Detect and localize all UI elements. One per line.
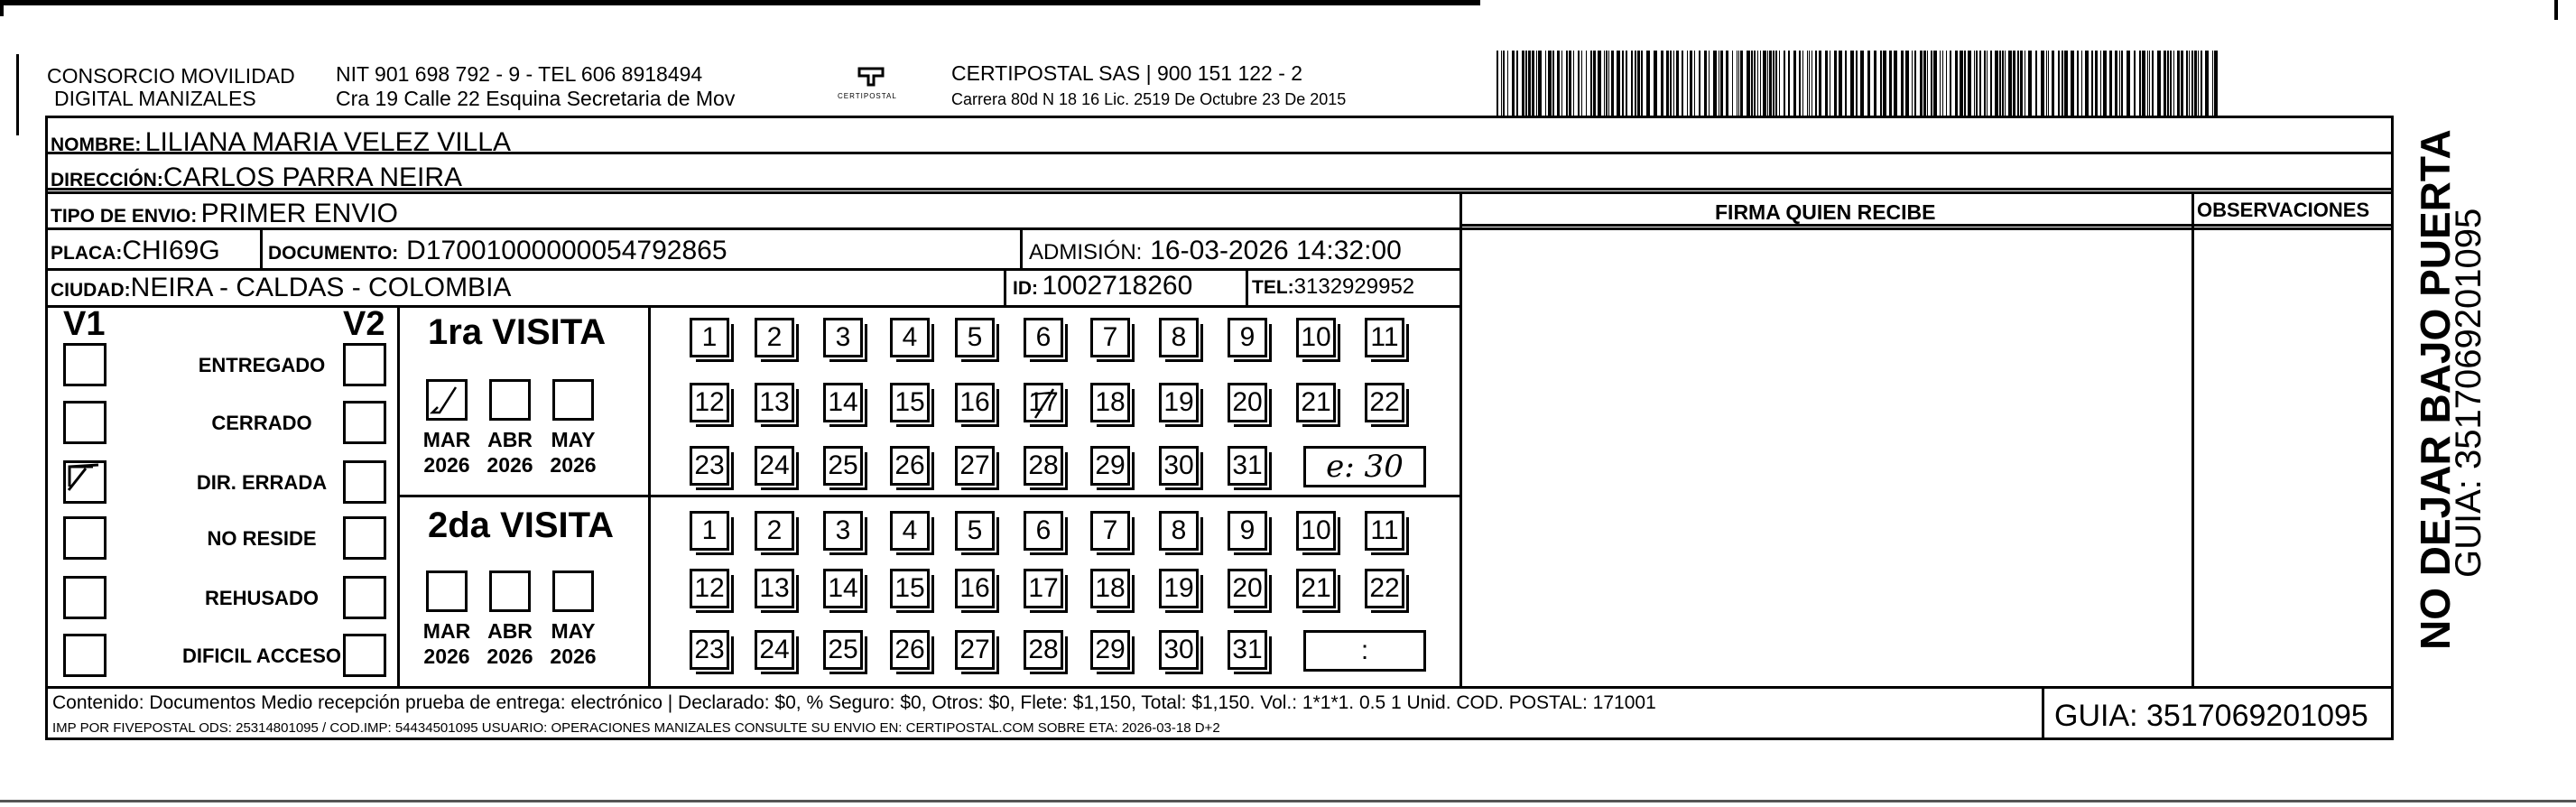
- second-visit-year-label: 2026: [550, 645, 597, 668]
- second-visit-day-26[interactable]: 26: [890, 630, 930, 670]
- first-visit-year-label: 2026: [423, 453, 470, 477]
- first-visit-year-label: 2026: [550, 453, 597, 477]
- top-edge-line: [0, 0, 1480, 5]
- first-visit-day-29[interactable]: 29: [1090, 446, 1130, 486]
- v2-checkbox[interactable]: [343, 576, 386, 619]
- guide-box: GUIA: 3517069201095: [2054, 699, 2368, 733]
- second-visit-day-1[interactable]: 1: [690, 511, 729, 551]
- first-visit-day-10[interactable]: 10: [1296, 318, 1336, 357]
- sender-nit: NIT 901 698 792 - 9 - TEL 606 8918494: [336, 62, 703, 86]
- first-visit-day-2[interactable]: 2: [755, 318, 794, 357]
- second-visit-day-15[interactable]: 15: [890, 569, 930, 608]
- first-visit-day-30[interactable]: 30: [1159, 446, 1199, 486]
- second-visit-day-18[interactable]: 18: [1090, 569, 1130, 608]
- first-visit-day-21[interactable]: 21: [1296, 383, 1336, 422]
- second-visit-month-checkbox[interactable]: [552, 570, 594, 612]
- document-label: DOCUMENTO:: [268, 243, 399, 264]
- second-visit-title: 2da VISITA: [428, 506, 614, 545]
- first-visit-day-28[interactable]: 28: [1024, 446, 1063, 486]
- v1-checkbox[interactable]: [63, 576, 107, 619]
- second-visit-day-11[interactable]: 11: [1365, 511, 1404, 551]
- first-visit-day-16[interactable]: 16: [955, 383, 995, 422]
- first-visit-day-26[interactable]: 26: [890, 446, 930, 486]
- second-visit-day-4[interactable]: 4: [890, 511, 930, 551]
- v1-checkbox[interactable]: [63, 516, 107, 560]
- city-label: CIUDAD:: [51, 280, 131, 301]
- id-label: ID:: [1013, 278, 1038, 299]
- first-visit-day-6[interactable]: 6: [1024, 318, 1063, 357]
- v1-checkbox[interactable]: [63, 634, 107, 677]
- second-visit-day-7[interactable]: 7: [1090, 511, 1130, 551]
- tel-value: 3132929952: [1293, 274, 1415, 299]
- status-label: CERRADO: [211, 412, 312, 434]
- column-divider: [260, 229, 263, 269]
- first-visit-day-7[interactable]: 7: [1090, 318, 1130, 357]
- status-label: DIFICIL ACCESO: [181, 645, 341, 667]
- first-visit-month-label: ABR: [487, 428, 533, 451]
- first-visit-day-3[interactable]: 3: [823, 318, 863, 357]
- second-visit-month-label: MAR: [422, 619, 471, 643]
- v2-checkbox[interactable]: [343, 460, 386, 504]
- second-visit-day-14[interactable]: 14: [823, 569, 863, 608]
- side-guide: GUIA: 3517069201095: [2449, 208, 2488, 578]
- status-label: NO RESIDE: [207, 527, 317, 550]
- first-visit-day-25[interactable]: 25: [823, 446, 863, 486]
- second-visit-time-box[interactable]: [1303, 630, 1426, 672]
- second-visit-day-23[interactable]: 23: [690, 630, 729, 670]
- first-visit-day-22[interactable]: 22: [1365, 383, 1404, 422]
- second-visit-day-16[interactable]: 16: [955, 569, 995, 608]
- first-visit-year-label: 2026: [486, 453, 533, 477]
- first-visit-day-19[interactable]: 19: [1159, 383, 1199, 422]
- column-divider: [1459, 191, 1462, 688]
- second-visit-day-31[interactable]: 31: [1228, 630, 1267, 670]
- first-visit-day-31[interactable]: 31: [1228, 446, 1267, 486]
- v2-checkbox[interactable]: [343, 343, 386, 386]
- first-visit-time-value: e: 30: [1326, 449, 1404, 485]
- sender-name-2: DIGITAL MANIZALES: [54, 87, 256, 110]
- second-visit-day-5[interactable]: 5: [955, 511, 995, 551]
- first-visit-day-9[interactable]: 9: [1228, 318, 1267, 357]
- v1-checkbox[interactable]: [63, 343, 107, 386]
- carrier-address: Carrera 80d N 18 16 Lic. 2519 De Octubre 23 De 2015: [951, 90, 1347, 108]
- second-visit-day-8[interactable]: 8: [1159, 511, 1199, 551]
- first-visit-day-14[interactable]: 14: [823, 383, 863, 422]
- v1-checkbox[interactable]: [63, 401, 107, 444]
- city-value: NEIRA - CALDAS - COLOMBIA: [130, 273, 512, 302]
- first-visit-day-4[interactable]: 4: [890, 318, 930, 357]
- plate-value: CHI69G: [122, 236, 220, 265]
- top-edge-tick: [0, 0, 4, 16]
- first-visit-day-20[interactable]: 20: [1228, 383, 1267, 422]
- document-value: D17001000000054792865: [406, 236, 727, 265]
- v2-checkbox[interactable]: [343, 634, 386, 677]
- second-visit-day-20[interactable]: 20: [1228, 569, 1267, 608]
- first-visit-day-5[interactable]: 5: [955, 318, 995, 357]
- first-visit-day-12[interactable]: 12: [690, 383, 729, 422]
- second-visit-month-label: ABR: [487, 619, 533, 643]
- v1-checkbox[interactable]: [63, 460, 107, 504]
- sender-address: Cra 19 Calle 22 Esquina Secretaria de Mov: [336, 87, 736, 110]
- logo-caption: CERTIPOSTAL: [838, 92, 897, 100]
- second-visit-day-25[interactable]: 25: [823, 630, 863, 670]
- column-divider: [2191, 191, 2194, 688]
- second-visit-time-value: :: [1360, 635, 1369, 665]
- left-edge-mark: [16, 54, 19, 135]
- name-label: NOMBRE:: [51, 134, 142, 155]
- first-visit-day-15[interactable]: 15: [890, 383, 930, 422]
- second-visit-day-12[interactable]: 12: [690, 569, 729, 608]
- second-visit-month-checkbox[interactable]: [489, 570, 531, 612]
- handwritten-mark-icon: [1026, 385, 1062, 422]
- first-visit-month-checkbox[interactable]: [552, 379, 594, 421]
- second-visit-day-30[interactable]: 30: [1159, 630, 1199, 670]
- second-visit-day-10[interactable]: 10: [1296, 511, 1336, 551]
- second-visit-day-3[interactable]: 3: [823, 511, 863, 551]
- status-label: DIR. ERRADA: [196, 471, 328, 494]
- admission-value: 16-03-2026 14:32:00: [1150, 236, 1402, 265]
- first-visit-day-17[interactable]: 17: [1024, 383, 1063, 422]
- second-visit-day-19[interactable]: 19: [1159, 569, 1199, 608]
- second-visit-day-29[interactable]: 29: [1090, 630, 1130, 670]
- second-visit-year-label: 2026: [486, 645, 533, 668]
- address-label: DIRECCIÓN:: [51, 170, 163, 190]
- second-visit-day-13[interactable]: 13: [755, 569, 794, 608]
- column-divider: [2042, 688, 2044, 740]
- v2-checkbox[interactable]: [343, 401, 386, 444]
- row-divider: [1459, 224, 2394, 227]
- second-visit-day-17[interactable]: 17: [1024, 569, 1063, 608]
- column-divider: [1004, 270, 1006, 306]
- second-visit-day-24[interactable]: 24: [755, 630, 794, 670]
- handwritten-mark-icon: [429, 382, 467, 420]
- signature-header: FIRMA QUIEN RECIBE: [1715, 200, 1936, 224]
- first-visit-day-24[interactable]: 24: [755, 446, 794, 486]
- name-value: LILIANA MARIA VELEZ VILLA: [144, 127, 511, 157]
- column-divider: [1246, 270, 1248, 306]
- carrier-name: CERTIPOSTAL SAS | 900 151 122 - 2: [951, 61, 1303, 85]
- first-visit-day-23[interactable]: 23: [690, 446, 729, 486]
- v2-checkbox[interactable]: [343, 516, 386, 560]
- second-visit-day-22[interactable]: 22: [1365, 569, 1404, 608]
- v1-label: V1: [63, 305, 106, 343]
- address-value: CARLOS PARRA NEIRA: [162, 162, 463, 192]
- second-visit-day-27[interactable]: 27: [955, 630, 995, 670]
- first-visit-month-checkbox[interactable]: [489, 379, 531, 421]
- second-visit-year-label: 2026: [423, 645, 470, 668]
- second-visit-day-28[interactable]: 28: [1024, 630, 1063, 670]
- first-visit-title: 1ra VISITA: [428, 312, 607, 352]
- pin-icon: [856, 65, 886, 88]
- row-divider: [397, 495, 1460, 497]
- second-visit-day-9[interactable]: 9: [1228, 511, 1267, 551]
- bottom-edge-line: [0, 800, 2576, 802]
- second-visit-month-label: MAY: [551, 619, 596, 643]
- side-warning: NO DEJAR BAJO PUERTA: [2412, 129, 2459, 650]
- top-edge-tick-right: [2554, 0, 2558, 20]
- status-label: REHUSADO: [205, 587, 319, 609]
- admission-label: ADMISIÓN:: [1029, 240, 1143, 264]
- tel-label: TEL:: [1252, 277, 1294, 298]
- first-visit-day-8[interactable]: 8: [1159, 318, 1199, 357]
- id-value: 1002718260: [1042, 271, 1193, 301]
- first-visit-day-13[interactable]: 13: [755, 383, 794, 422]
- barcode: [1496, 51, 2219, 116]
- check-mark-icon: [66, 463, 106, 503]
- status-label: ENTREGADO: [198, 354, 326, 376]
- ship-type-label: TIPO DE ENVIO:: [51, 206, 198, 227]
- second-visit-day-21[interactable]: 21: [1296, 569, 1336, 608]
- first-visit-day-11[interactable]: 11: [1365, 318, 1404, 357]
- plate-label: PLACA:: [51, 243, 123, 264]
- first-visit-month-label: MAR: [422, 428, 471, 451]
- sender-name-1: CONSORCIO MOVILIDAD: [47, 64, 295, 88]
- second-visit-month-checkbox[interactable]: [426, 570, 468, 612]
- first-visit-day-27[interactable]: 27: [955, 446, 995, 486]
- first-visit-day-18[interactable]: 18: [1090, 383, 1130, 422]
- second-visit-day-6[interactable]: 6: [1024, 511, 1063, 551]
- first-visit-time-box[interactable]: [1303, 446, 1426, 487]
- contents-line: Contenido: Documentos Medio recepción prueba de entrega: electrónico | Declarado: $0, % Seguro: $0, Otros: $0, Flete: $1,150, Total: $1,150. Vol.: 1*1*1. 0.5 1 Unid. COD. POSTAL: 171001: [52, 692, 1656, 713]
- column-divider: [1020, 229, 1023, 269]
- first-visit-day-1[interactable]: 1: [690, 318, 729, 357]
- ship-type-value: PRIMER ENVIO: [200, 199, 399, 228]
- observations-header: OBSERVACIONES: [2197, 199, 2370, 221]
- first-visit-month-checkbox[interactable]: [426, 379, 468, 421]
- first-visit-month-label: MAY: [551, 428, 596, 451]
- v2-label: V2: [343, 305, 385, 343]
- second-visit-day-2[interactable]: 2: [755, 511, 794, 551]
- print-line: IMP POR FIVEPOSTAL ODS: 25314801095 / COD.IMP: 54434501095 USUARIO: OPERACIONES MANIZALES CONSULTE SU ENVIO EN: CERTIPOSTAL.COM SOBRE ETA: 2026-03-18 D+2: [52, 720, 1220, 736]
